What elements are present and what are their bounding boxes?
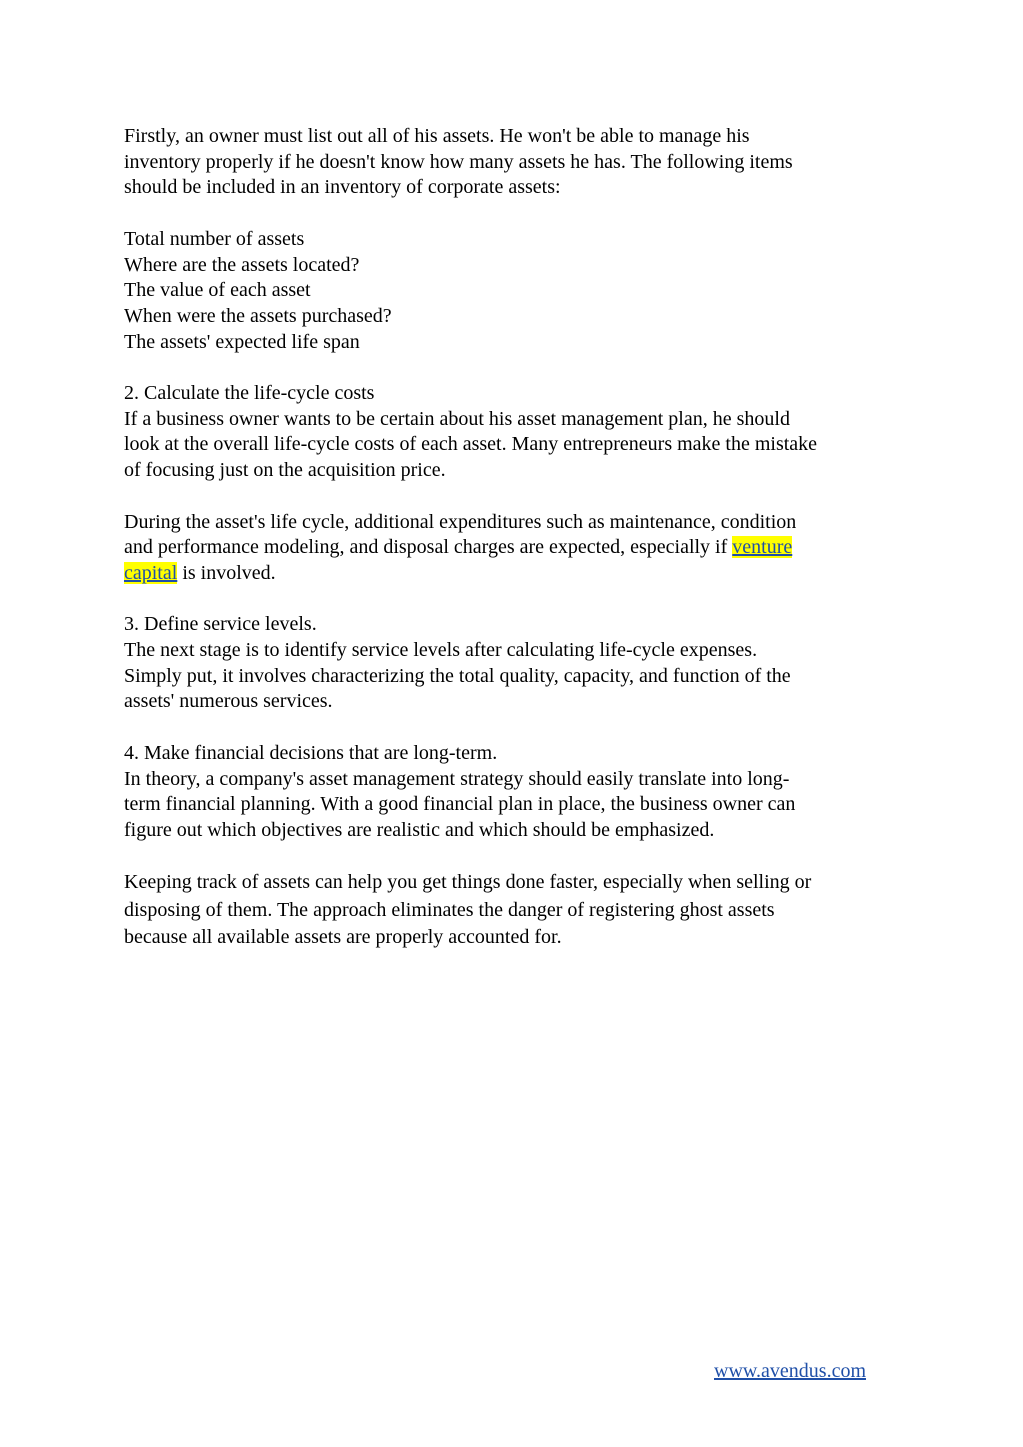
inventory-item: Where are the assets located? — [124, 253, 360, 276]
paragraph-gap — [124, 587, 914, 613]
closing-line: disposing of them. The approach eliminates the danger of registering ghost assets — [124, 898, 775, 921]
section-heading: 2. Calculate the life-cycle costs — [124, 382, 375, 404]
lifecycle-line — [124, 535, 914, 561]
footer-website-link[interactable]: www.avendus.com — [714, 1360, 867, 1382]
closing-line: Keeping track of assets can help you get things done faster, especially when selling or — [124, 871, 812, 894]
inventory-item: When were the assets purchased? — [124, 304, 392, 327]
lifecycle-line — [124, 561, 914, 587]
closing-line: because all available assets are properly accounted for. — [124, 926, 562, 949]
section-body-line: Simply put, it involves characterizing the total quality, capacity, and function of the — [124, 664, 791, 687]
section-financial-decisions — [124, 741, 914, 844]
section-body-line: term financial planning. With a good financial plan in place, the business owner can — [124, 793, 796, 816]
inventory-item: The assets' expected life span — [124, 330, 360, 353]
inventory-item: Total number of assets — [124, 227, 305, 250]
section-body-line: The next stage is to identify service levels after calculating life-cycle expenses. — [124, 639, 758, 661]
section-body-line: figure out which objectives are realistic and which should be emphasized. — [124, 818, 715, 841]
lifecycle-text: is involved. — [177, 561, 276, 584]
inventory-item: The value of each asset — [124, 279, 311, 302]
section-heading: 3. Define service levels. — [124, 613, 317, 636]
section-heading: 4. Make financial decisions that are long-term. — [124, 741, 498, 764]
venture-capital-link[interactable]: capital — [124, 561, 178, 584]
venture-capital-link[interactable]: venture — [732, 536, 793, 559]
section-body-line: In theory, a company's asset management strategy should easily translate into long- — [124, 767, 790, 790]
paragraph-gap — [124, 201, 914, 227]
paragraph-gap — [124, 715, 914, 741]
section-body-line: assets' numerous services. — [124, 690, 333, 713]
lifecycle-line: During the asset's life cycle, additional expenditures such as maintenance, condition — [124, 510, 797, 533]
section-service-levels — [124, 612, 914, 715]
lifecycle-paragraph — [124, 510, 914, 587]
intro-line: Firstly, an owner must list out all of his assets. He won't be able to manage his — [124, 125, 750, 147]
intro-line: should be included in an inventory of corporate assets: — [124, 176, 561, 199]
intro-line: inventory properly if he doesn't know how many assets he has. The following items — [124, 150, 793, 173]
document-body — [124, 124, 914, 952]
paragraph-gap — [124, 355, 914, 381]
section-body-line: If a business owner wants to be certain about his asset management plan, he should — [124, 407, 790, 430]
section-lifecycle-costs — [124, 381, 914, 484]
section-body-line: of focusing just on the acquisition price. — [124, 459, 446, 482]
closing-paragraph — [124, 869, 914, 952]
paragraph-gap — [124, 844, 914, 870]
lifecycle-text: and performance modeling, and disposal charges are expected, especially if — [124, 536, 733, 559]
inventory-list — [124, 227, 914, 356]
intro-paragraph — [124, 124, 914, 201]
section-body-line: look at the overall life-cycle costs of each asset. Many entrepreneurs make the mistake — [124, 433, 818, 456]
paragraph-gap — [124, 484, 914, 510]
